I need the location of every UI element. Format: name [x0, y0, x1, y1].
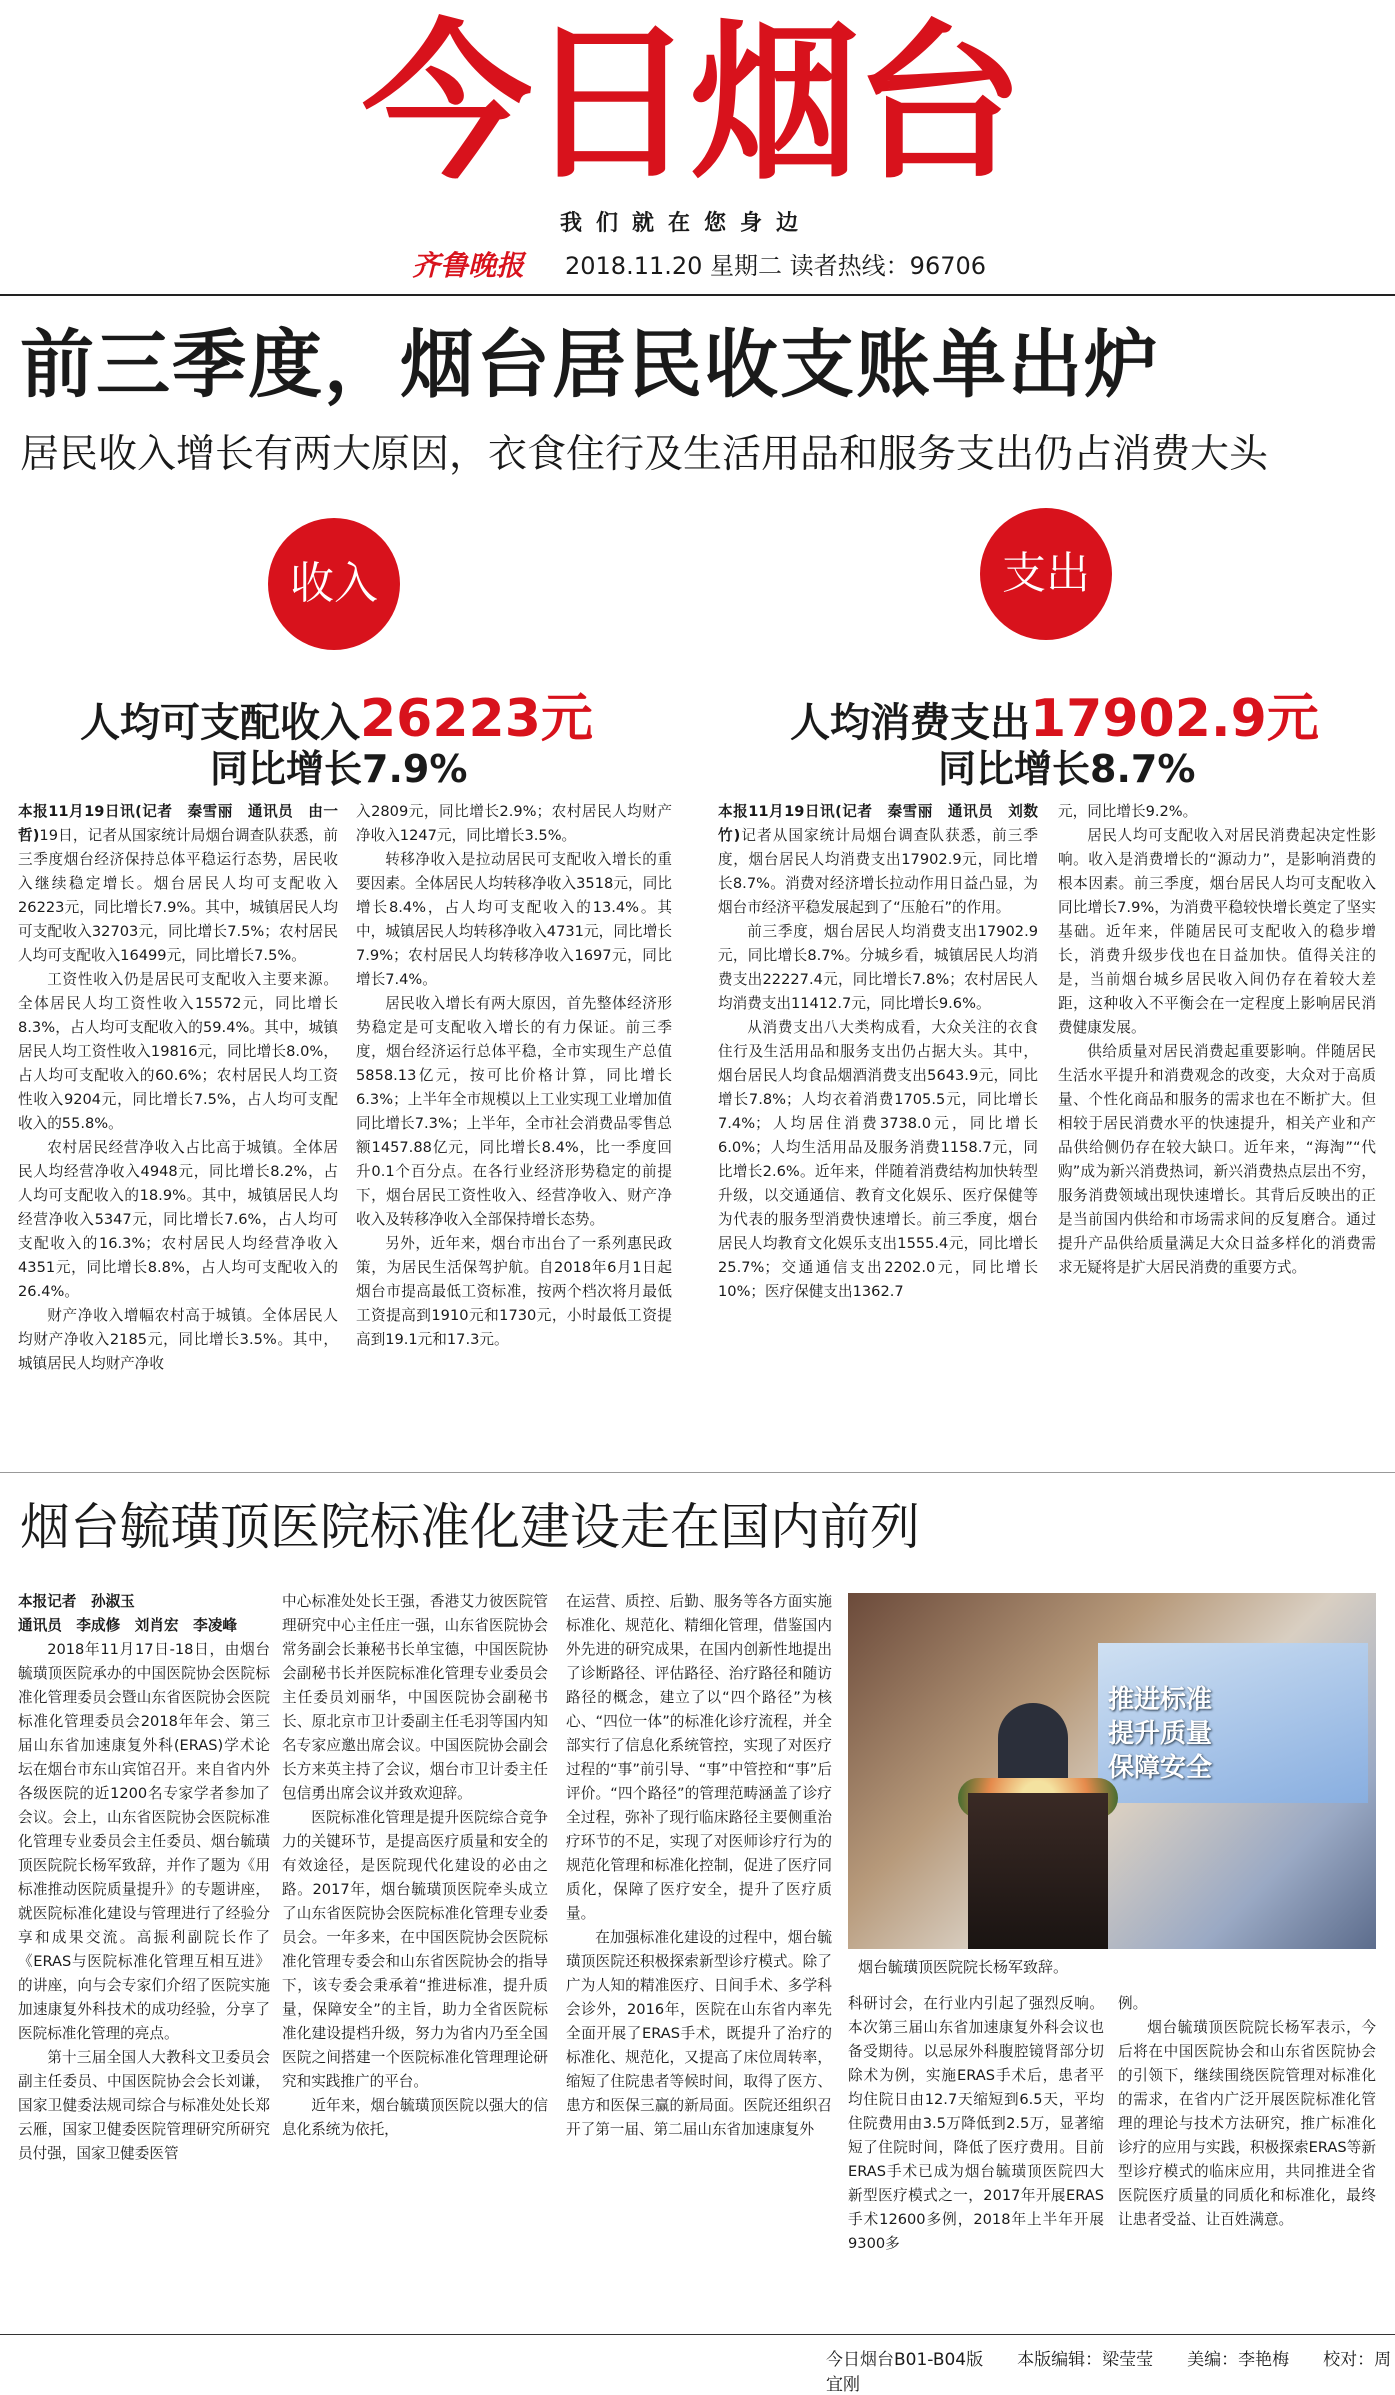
- paragraph: 供给质量对居民消费起重要影响。伴随居民生活水平提升和消费观念的改变，大众对于高质量、个性化商品和服务的需求也在不断扩大。但相较于居民消费水平的快速提升，相关产业和产品供给侧仍存在较大缺口。近年来，“海淘”“代购”成为新兴消费热词，新兴消费热点层出不穷，服务消费领域出现快速增长。其背后反映出的正是当前国内供给和市场需求间的反复磨合。通过提升产品供给质量满足大众日益多样化的消费需求无疑将是扩大居民消费的重要方式。: [1058, 1043, 1376, 1276]
- paragraph: 记者从国家统计局烟台调查队获悉，前三季度，烟台居民人均消费支出17902.9元，同比增长8.7%。消费对经济增长拉动作用日益凸显，为烟台市经济平稳发展起到了“压舱石”的作用。: [718, 827, 1038, 916]
- income-article-col1: [18, 800, 338, 1450]
- paragraph: 2018年11月17日-18日，由烟台毓璜顶医院承办的中国医院协会医院标准化管理委员会暨山东省医院协会医院标准化管理委员会2018年年会、第三届山东省加速康复外科(ERAS)学术论坛在烟台市东山宾馆召开。来自省内外各级医院的近1200名专家学者参加了会议。会上，山东省医院协会医院标准化管理专业委员会主任委员、烟台毓璜顶医院院长杨军致辞，并作了题为《用标准推动医院质量提升》的专题讲座，就医院标准化建设与管理进行了经验分享和成果交流。高振利副院长作了《ERAS与医院标准化管理互相互进》的讲座，向与会专家们介绍了医院实施加速康复外科技术的成功经验，分享了医院标准化管理的亮点。: [18, 1641, 270, 2042]
- brand-logo: 齐鲁晚报: [412, 249, 525, 282]
- expense-figure: 17902.9元: [1030, 689, 1319, 749]
- hospital-article-col3: [566, 1590, 832, 2320]
- paragraph: 科研讨会，在行业内引起了强烈反响。本次第三届山东省加速康复外科会议也备受期待。以忌尿外科腹腔镜肾部分切除术为例，实施ERAS手术后，患者平均住院日由12.7天缩短到6.5天，平均住院费用由3.5万降低到2.5万，显著缩短了住院时间，降低了医疗费用。目前ERAS手术已成为烟台毓璜顶医院四大新型医疗模式之一，2017年开展ERAS手术12600多例，2018年上半年开展9300多: [848, 1995, 1104, 2252]
- paragraph: 另外，近年来，烟台市出台了一系列惠民政策，为居民生活保驾护航。自2018年6月1日起烟台市提高最低工资标准，按两个档次将月最低工资提高到1910元和1730元，小时最低工资提高到19.1元和17.3元。: [356, 1235, 672, 1348]
- paragraph: 在加强标准化建设的过程中，烟台毓璜顶医院还积极探索新型诊疗模式。除了广为人知的精准医疗、日间手术、多学科会诊外，2016年，医院在山东省内率先全面开展了ERAS手术，既提升了治疗的标准化、规范化，又提高了床位周转率，缩短了住院患者等候时间，取得了医方、患方和医保三赢的新局面。医院还组织召开了第一届、第二届山东省加速康复外: [566, 1929, 832, 2138]
- paragraph: 19日，记者从国家统计局烟台调查队获悉，前三季度烟台经济保持总体平稳运行态势，居民收入继续稳定增长。烟台居民人均可支配收入26223元，同比增长7.9%。其中，城镇居民人均可支配收入32703元，同比增长7.5%；农村居民人均可支配收入16499元，同比增长7.5%。: [18, 827, 338, 964]
- paragraph: 元，同比增长9.2%。: [1058, 803, 1198, 820]
- hospital-article-col2: [282, 1590, 548, 2320]
- page-footer: 今日烟台B01-B04版 本版编辑：梁莹莹 美编：李艳梅 校对：周宜刚: [826, 2350, 1392, 2395]
- masthead-title: 今日烟台: [361, 5, 1018, 203]
- lead-subhead: 居民收入增长有两大原因，衣食住行及生活用品和服务支出仍占消费大头: [20, 432, 1269, 477]
- paragraph: 入2809元，同比增长2.9%；农村居民人均财产净收入1247元，同比增长3.5%。: [356, 803, 672, 844]
- paragraph: 转移净收入是拉动居民可支配收入增长的重要因素。全体居民人均转移净收入3518元，同比增长8.4%，占人均可支配收入的13.4%。其中，城镇居民人均转移净收入4731元，同比增长7.9%；农村居民人均转移净收入1697元，同比增长7.4%。: [356, 851, 672, 988]
- podium: [968, 1793, 1108, 1949]
- expense-title: 人均消费支出: [790, 700, 1030, 746]
- paragraph: 医院标准化管理是提升医院综合竞争力的关键环节，是提高医疗质量和安全的有效途径，是医院现代化建设的必由之路。2017年，烟台毓璜顶医院牵头成立了山东省医院协会医院标准化管理专业委员会。一年多来，在中国医院协会医院标准化管理专委会和山东省医院协会的指导下，该专委会秉承着“推进标准，提升质量，保障安全”的主旨，助力全省医院标准化建设提档升级，努力为省内乃至全国医院之间搭建一个医院标准化管理理论研究和实践推广的平台。: [282, 1809, 548, 2090]
- paragraph: 居民收入增长有两大原因，首先整体经济形势稳定是可支配收入增长的有力保证。前三季度，烟台经济运行总体平稳，全市实现生产总值5858.13亿元，按可比价格计算，同比增长6.3%；上半年全市规模以上工业实现工业增加值同比增长7.3%；上半年，全市社会消费品零售总额1457.88亿元，同比增长8.4%，比一季度回升0.1个百分点。在各行业经济形势稳定的前提下，烟台居民工资性收入、经营净收入、财产净收入及转移净收入全部保持增长态势。: [356, 995, 672, 1228]
- paragraph: 烟台毓璜顶医院院长杨军表示，今后将在中国医院协会和山东省医院协会的引领下，继续围绕医院管理对标准化的需求，在省内广泛开展医院标准化管理的理论与技术方法研究，推广标准化诊疗的应用与实践，积极探索ERAS等新型诊疗模式的临床应用，共同推进全省医院医疗质量的同质化和标准化，最终让患者受益、让百姓满意。: [1118, 2019, 1376, 2228]
- hospital-byline-reporter: 本报记者 孙淑玉: [18, 1593, 135, 1610]
- income-figure: 26223元: [360, 689, 593, 749]
- expense-article-col2: [1058, 800, 1376, 1450]
- photo-caption: 烟台毓璜顶医院院长杨军致辞。: [858, 1958, 1069, 1976]
- hospital-article-col4: [848, 1992, 1104, 2322]
- paragraph: 在运营、质控、后勤、服务等各方面实施标准化、规范化、精细化管理，借鉴国内外先进的研究成果，在国内创新性地提出了诊断路径、评估路径、治疗路径和随访路径的概念，建立了以“四个路径”为核心、“四位一体”的标准化诊疗流程，并全部实行了信息化系统管控，实现了对医疗过程的“事”前引导、“事”中管控和“事”后评价。“四个路径”的管理范畴涵盖了诊疗全过程，弥补了现行临床路径主要侧重治疗环节的不足，实现了对医师诊疗行为的规范化管理和标准化控制，促进了医疗同质化，保障了医疗安全，提升了医疗质量。: [566, 1593, 832, 1922]
- photo-banner-text: 推进标准 提升质量 保障安全: [1108, 1685, 1213, 1783]
- hospital-article-col1: [18, 1590, 270, 2320]
- expense-growth: 同比增长8.7%: [938, 747, 1196, 791]
- income-article-col2: [356, 800, 672, 1450]
- paragraph: 居民人均可支配收入对居民消费起决定性影响。收入是消费增长的“源动力”，是影响消费的根本因素。前三季度，烟台居民人均可支配收入同比增长7.9%，为消费平稳较快增长奠定了坚实基础。近年来，伴随居民可支配收入的稳步增长，消费升级步伐也在日益加快。值得关注的是，当前烟台城乡居民收入间仍存在着较大差距，这种收入不平衡会在一定程度上影响居民消费健康发展。: [1058, 827, 1376, 1036]
- paragraph: 例。: [1118, 1995, 1148, 2012]
- hospital-byline-correspondents: 通讯员 李成修 刘肖宏 李凌峰: [18, 1617, 237, 1634]
- paragraph: 中心标准处处长王强，香港艾力彼医院管理研究中心主任庄一强，山东省医院协会常务副会长兼秘书长单宝德，中国医院协会副秘书长并医院标准化管理专业委员会主任委员刘丽华，中国医院协会副秘书长、原北京市卫计委副主任毛羽等国内知名专家应邀出席会议。中国医院协会副会长方来英主持了会议，烟台市卫计委主任包信勇出席会议并致欢迎辞。: [282, 1593, 548, 1802]
- lead-headline: 前三季度，烟台居民收支账单出炉: [20, 322, 1160, 408]
- paragraph: 第十三届全国人大教科文卫委员会副主任委员、中国医院协会会长刘谦，国家卫健委法规司综合与标准处处长郑云雁，国家卫健委医院管理研究所研究员付强，国家卫健委医管: [18, 2049, 270, 2162]
- hospital-article-col5: [1118, 1992, 1376, 2322]
- dateline: 2018.11.20 星期二 读者热线：96706: [565, 252, 987, 280]
- expense-article-col1: [718, 800, 1038, 1450]
- paragraph: 前三季度，烟台居民人均消费支出17902.9元，同比增长8.7%。分城乡看，城镇居民人均消费支出22227.4元，同比增长7.8%；农村居民人均消费支出11412.7元，同比增长9.6%。: [718, 923, 1038, 1012]
- section-divider: [0, 1472, 1395, 1473]
- income-title: 人均可支配收入: [80, 700, 360, 746]
- expense-tag: 支出: [980, 508, 1112, 640]
- paragraph: 农村居民经营净收入占比高于城镇。全体居民人均经营净收入4948元，同比增长8.2%，占人均可支配收入的18.9%。其中，城镇居民人均经营净收入5347元，同比增长7.6%，占人均可支配收入的16.3%；农村居民人均经营净收入4351元，同比增长8.8%，占人均可支配收入的26.4%。: [18, 1139, 338, 1300]
- masthead-divider: [0, 294, 1395, 296]
- income-byline: 本报11月19日讯(记者 秦雪丽 通讯员 由一哲): [18, 803, 338, 844]
- masthead-slogan: 我们就在您身边: [560, 211, 813, 236]
- footer-divider: [0, 2334, 1395, 2335]
- income-tag: 收入: [268, 518, 400, 650]
- expense-byline: 本报11月19日讯(记者 秦雪丽 通讯员 刘数竹): [718, 803, 1038, 844]
- paragraph: 从消费支出八大类构成看，大众关注的衣食住行及生活用品和服务支出仍占据大头。其中，烟台居民人均食品烟酒消费支出5643.9元，同比增长7.8%；人均衣着消费1705.5元，同比增长7.4%；人均居住消费3738.0元，同比增长6.0%；人均生活用品及服务消费1158.7元，同比增长2.6%。近年来，伴随着消费结构加快转型升级，以交通通信、教育文化娱乐、医疗保健等为代表的服务型消费快速增长。前三季度，烟台居民人均教育文化娱乐支出1555.4元，同比增长25.7%；交通通信支出2202.0元，同比增长10%；医疗保健支出1362.7: [718, 1019, 1038, 1300]
- paragraph: 近年来，烟台毓璜顶医院以强大的信息化系统为依托，: [282, 2097, 548, 2138]
- paragraph: 工资性收入仍是居民可支配收入主要来源。全体居民人均工资性收入15572元，同比增长8.3%，占人均可支配收入的59.4%。其中，城镇居民人均工资性收入19816元，同比增长8.0%，占人均可支配收入的60.6%；农村居民人均工资性收入9204元，同比增长7.5%，占人均可支配收入的55.8%。: [18, 971, 338, 1132]
- hospital-headline: 烟台毓璜顶医院标准化建设走在国内前列: [20, 1498, 920, 1556]
- hospital-photo: [848, 1593, 1376, 1949]
- paragraph: 财产净收入增幅农村高于城镇。全体居民人均财产净收入2185元，同比增长3.5%。其中，城镇居民人均财产净收: [18, 1307, 338, 1372]
- income-growth: 同比增长7.9%: [210, 747, 468, 791]
